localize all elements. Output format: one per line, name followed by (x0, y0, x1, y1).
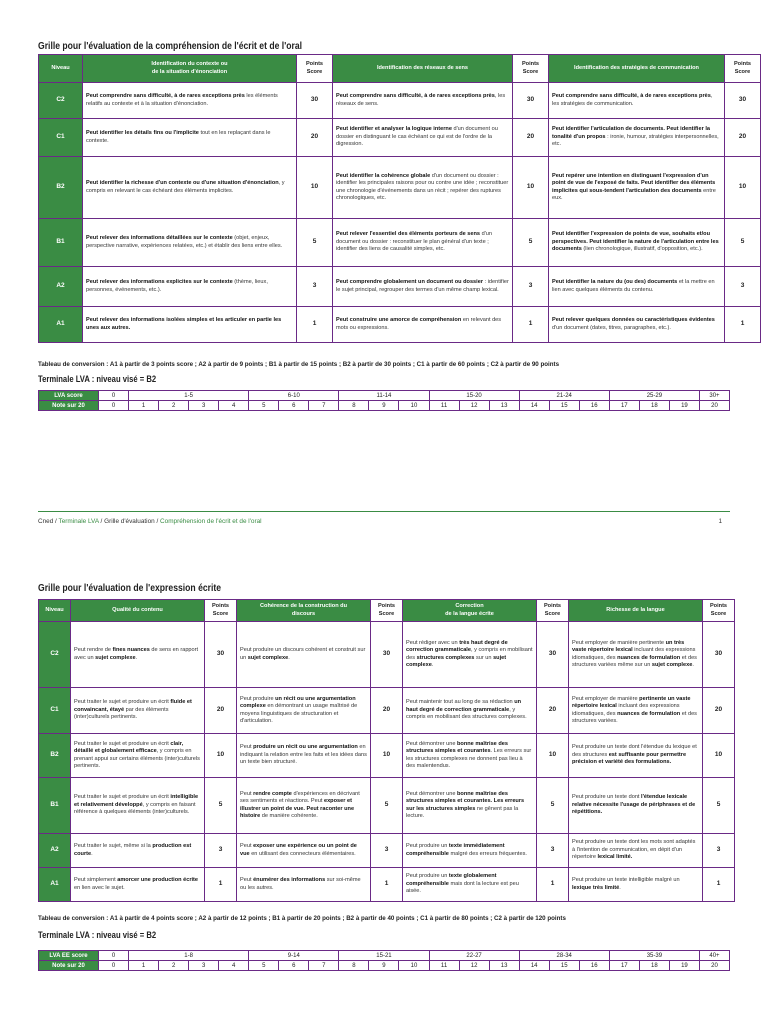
descriptor-cell: Peut démontrer une bonne maîtrise des structures simples et courantes. Les erreurs sur les structures complexes ne donnent pas lieu à des malentendus. (403, 734, 537, 778)
expression-target-level: Terminale LVA : niveau visé = B2 (38, 930, 157, 940)
note-value-cell: 18 (639, 961, 669, 971)
points-cell: 30 (513, 83, 549, 119)
points-cell: 5 (205, 778, 237, 834)
note-value-cell: 9 (369, 961, 399, 971)
footer-separator: / (53, 518, 59, 525)
descriptor-cell: Peut démontrer une bonne maîtrise des structures simples et courantes. Les erreurs sur les structures simples ne gênent pas la lecture. (403, 778, 537, 834)
score-row-label: LVA EE score (39, 951, 99, 961)
points-cell: 5 (297, 219, 333, 267)
header-points: Points Score (537, 600, 569, 622)
note-value-cell: 8 (339, 401, 369, 411)
score-range-cell: 25-29 (609, 391, 699, 401)
note-value-cell: 8 (339, 961, 369, 971)
grid-row-a1 (39, 868, 735, 902)
descriptor-cell: Peut employer de manière pertinente un très vaste répertoire lexical incluant des expressions idiomatiques, des nuances de formulation et des structures variées même sur un sujet complexe. (569, 622, 703, 688)
note-value-cell: 4 (219, 961, 249, 971)
descriptor-cell: Peut traiter le sujet, même si la production est courte. (71, 834, 205, 868)
footer-terminale-link[interactable]: Terminale LVA (58, 518, 99, 525)
descriptor-cell: Peut traiter le sujet et produire un écrit clair, détaillé et globalement efficace, y compris en prenant appui sur certains éléments (inter)culturels pertinents. (71, 734, 205, 778)
note-value-cell: 11 (429, 401, 459, 411)
points-cell: 1 (537, 868, 569, 902)
points-cell: 3 (725, 267, 761, 307)
points-cell: 20 (371, 688, 403, 734)
level-cell: A2 (39, 267, 83, 307)
points-cell: 5 (725, 219, 761, 267)
expression-grid-container (38, 599, 730, 902)
score-range-cell: 9-14 (249, 951, 339, 961)
footer-comprehension-link[interactable]: Compréhension de l'écrit et de l'oral (160, 518, 262, 525)
note-value-cell: 14 (519, 401, 549, 411)
note-value-cell: 12 (459, 961, 489, 971)
descriptor-cell: Peut repérer une intention en distinguant l'expression d'un point de vue de l'exposé de faits. Peut identifier des éléments implicites qui sous-tendent l'articulation des documents entre eux. (549, 157, 725, 219)
note-value-cell: 17 (609, 961, 639, 971)
score-range-cell: 0 (99, 951, 129, 961)
note-row (39, 961, 730, 971)
note-value-cell: 11 (429, 961, 459, 971)
points-cell: 30 (371, 622, 403, 688)
score-row-label: LVA score (39, 391, 99, 401)
comprehension-title: Grille pour l'évaluation de la compréhension de l'écrit et de l'oral (38, 40, 303, 52)
level-cell: B2 (39, 734, 71, 778)
footer-grille: Grille d'évaluation (104, 518, 155, 525)
header-points: Points Score (725, 55, 761, 83)
points-cell: 10 (725, 157, 761, 219)
grid-row-b1 (39, 778, 735, 834)
note-value-cell: 5 (249, 401, 279, 411)
descriptor-cell: Peut produire un texte intelligible malgré un lexique très limité. (569, 868, 703, 902)
descriptor-cell: Peut identifier la cohérence globale d'un document ou dossier : identifier les principales raisons pour ou contre une idée ; reconstituer une chronologie d'événements dans un récit ; repérer des ruptures chronologiques, etc. (333, 157, 513, 219)
descriptor-cell: Peut produire un texte immédiatement compréhensible malgré des erreurs fréquentes. (403, 834, 537, 868)
level-cell: A1 (39, 868, 71, 902)
descriptor-cell: Peut identifier l'expression de points de vue, souhaits et/ou perspectives. Peut identifier la nature de l'articulation entre les documents (lien chronologique, illustratif, d'opposition, etc.). (549, 219, 725, 267)
note-value-cell: 2 (159, 401, 189, 411)
note-value-cell: 18 (639, 401, 669, 411)
note-value-cell: 1 (129, 961, 159, 971)
note-value-cell: 15 (549, 961, 579, 971)
points-cell: 30 (205, 622, 237, 688)
descriptor-cell: Peut relever des informations isolées simples et les articuler en partie les unes aux autres. (83, 307, 297, 343)
points-cell: 5 (703, 778, 735, 834)
descriptor-cell: Peut identifier la richesse d'un contexte ou d'une situation d'énonciation, y compris en relevant le cas échéant des éléments implicites. (83, 157, 297, 219)
footer-cned: Cned (38, 518, 54, 525)
points-cell: 10 (371, 734, 403, 778)
footer-separator: / (154, 518, 161, 525)
descriptor-cell: Peut identifier les détails fins ou l'implicite tout en les replaçant dans le contexte. (83, 119, 297, 157)
descriptor-cell: Peut produire un récit ou une argumentation complexe en démontrant un usage maîtrisé de moyens linguistiques de structuration et d'articulation. (237, 688, 371, 734)
expression-header-row (39, 600, 735, 622)
descriptor-cell: Peut exposer une expérience ou un point de vue en utilisant des connecteurs élémentaires. (237, 834, 371, 868)
points-cell: 10 (205, 734, 237, 778)
score-range-cell: 15-21 (339, 951, 429, 961)
note-value-cell: 10 (399, 961, 429, 971)
score-range-cell: 30+ (699, 391, 729, 401)
comprehension-section (38, 40, 730, 52)
grid-row-a1 (39, 307, 761, 343)
note-value-cell: 7 (309, 961, 339, 971)
grid-row-b2 (39, 734, 735, 778)
expression-section (38, 582, 730, 594)
header-niveau: Niveau (39, 600, 71, 622)
header-points: Points Score (513, 55, 549, 83)
level-cell: B1 (39, 778, 71, 834)
grid-row-c2 (39, 83, 761, 119)
descriptor-cell: Peut relever des informations explicites sur le contexte (thème, lieux, personnes, événements, etc.). (83, 267, 297, 307)
footer-rule (38, 511, 730, 512)
points-cell: 3 (703, 834, 735, 868)
score-range-cell: 28-34 (519, 951, 609, 961)
expression-grid (38, 599, 735, 902)
note-value-cell: 15 (549, 401, 579, 411)
descriptor-cell: Peut identifier la nature du (ou des) documents et la mettre en lien avec quelques éléments du contenu. (549, 267, 725, 307)
note-value-cell: 9 (369, 401, 399, 411)
comprehension-grid (38, 54, 761, 343)
points-cell: 5 (371, 778, 403, 834)
header-qualite: Qualité du contenu (71, 600, 205, 622)
descriptor-cell: Peut relever quelques données ou caractéristiques évidentes d'un document (dates, titres, paragraphes, etc.). (549, 307, 725, 343)
score-range-cell: 1-8 (129, 951, 249, 961)
descriptor-cell: Peut traiter le sujet et produire un écrit fluide et convaincant, étayé par des éléments (inter)culturels pertinents. (71, 688, 205, 734)
note-value-cell: 5 (249, 961, 279, 971)
grid-row-b2 (39, 157, 761, 219)
descriptor-cell: Peut rédiger avec un très haut degré de correction grammaticale, y compris en mobilisant des structures complexes sur un sujet complexe. (403, 622, 537, 688)
points-cell: 10 (537, 734, 569, 778)
score-range-cell: 6-10 (249, 391, 339, 401)
header-niveau: Niveau (39, 55, 83, 83)
score-range-cell: 40+ (699, 951, 729, 961)
note-value-cell: 2 (159, 961, 189, 971)
grid-row-a2 (39, 834, 735, 868)
score-range-cell: 35-39 (609, 951, 699, 961)
points-cell: 30 (725, 83, 761, 119)
points-cell: 20 (725, 119, 761, 157)
note-value-cell: 3 (189, 961, 219, 971)
expression-score-table-container (38, 950, 730, 971)
descriptor-cell: Peut rendre de fines nuances de sens en rapport avec un sujet complexe. (71, 622, 205, 688)
note-value-cell: 7 (309, 401, 339, 411)
header-points: Points Score (703, 600, 735, 622)
note-value-cell: 10 (399, 401, 429, 411)
note-value-cell: 12 (459, 401, 489, 411)
score-range-cell: 22-27 (429, 951, 519, 961)
comprehension-grid-container (38, 54, 752, 343)
comprehension-conversion-note: Tableau de conversion : A1 à partir de 3 points score ; A2 à partir de 9 points ; B1 à partir de 15 points ; B2 à partir de 30 points ; C1 à partir de 60 points ; C2 à partir de 90 points (38, 361, 560, 368)
points-cell: 20 (537, 688, 569, 734)
points-cell: 30 (297, 83, 333, 119)
descriptor-cell: Peut produire un texte dont l'étendue du lexique et des structures est suffisante pour permettre précision et variété des formulations. (569, 734, 703, 778)
points-cell: 3 (297, 267, 333, 307)
note-value-cell: 0 (99, 961, 129, 971)
note-row-label: Note sur 20 (39, 961, 99, 971)
note-value-cell: 6 (279, 401, 309, 411)
points-cell: 1 (703, 868, 735, 902)
descriptor-cell: Peut construire une amorce de compréhension en relevant des mots ou expressions. (333, 307, 513, 343)
points-cell: 1 (205, 868, 237, 902)
level-cell: C1 (39, 688, 71, 734)
header-coherence: Cohérence de la construction du discours (237, 600, 371, 622)
points-cell: 1 (513, 307, 549, 343)
score-row (39, 951, 730, 961)
descriptor-cell: Peut comprendre sans difficulté, à de rares exceptions près, les stratégies de communication. (549, 83, 725, 119)
level-cell: B2 (39, 157, 83, 219)
comprehension-header-row (39, 55, 761, 83)
points-cell: 1 (725, 307, 761, 343)
grid-row-c1 (39, 119, 761, 157)
header-contexte: Identification du contexte ou de la situation d'énonciation (83, 55, 297, 83)
points-cell: 20 (513, 119, 549, 157)
level-cell: B1 (39, 219, 83, 267)
points-cell: 5 (513, 219, 549, 267)
note-value-cell: 3 (189, 401, 219, 411)
descriptor-cell: Peut employer de manière pertinente un vaste répertoire lexical incluant des expressions idiomatiques, des nuances de formulation et des structures variées. (569, 688, 703, 734)
note-value-cell: 13 (489, 961, 519, 971)
grid-row-c2 (39, 622, 735, 688)
points-cell: 3 (537, 834, 569, 868)
points-cell: 20 (297, 119, 333, 157)
footer-separator: / (98, 518, 105, 525)
descriptor-cell: Peut traiter le sujet et produire un écrit intelligible et relativement développé, y compris en faisant référence à quelques éléments (inter)culturels. (71, 778, 205, 834)
note-value-cell: 6 (279, 961, 309, 971)
header-richesse: Richesse de la langue (569, 600, 703, 622)
points-cell: 3 (205, 834, 237, 868)
level-cell: C2 (39, 622, 71, 688)
descriptor-cell: Peut comprendre globalement un document ou dossier : identifier le sujet principal, regrouper des termes d'un même champ lexical. (333, 267, 513, 307)
points-cell: 20 (205, 688, 237, 734)
page-number: 1 (718, 518, 722, 525)
note-value-cell: 14 (519, 961, 549, 971)
grid-row-b1 (39, 219, 761, 267)
note-value-cell: 16 (579, 401, 609, 411)
score-range-cell: 0 (99, 391, 129, 401)
note-value-cell: 16 (579, 961, 609, 971)
points-cell: 1 (297, 307, 333, 343)
comprehension-target-level: Terminale LVA : niveau visé = B2 (38, 374, 157, 384)
header-points: Points Score (371, 600, 403, 622)
header-strategies: Identification des stratégies de communication (549, 55, 725, 83)
note-value-cell: 19 (669, 401, 699, 411)
note-value-cell: 20 (699, 401, 729, 411)
descriptor-cell: Peut rendre compte d'expériences en décrivant ses sentiments et réactions. Peut exposer et illustrer un point de vue. Peut raconter une histoire de manière cohérente. (237, 778, 371, 834)
note-row (39, 401, 730, 411)
descriptor-cell: Peut identifier et analyser la logique interne d'un document ou dossier en distinguant le cas échéant ce qui est de l'ordre de la digression. (333, 119, 513, 157)
descriptor-cell: Peut relever des informations détaillées sur le contexte (objet, enjeux, perspective narrative, expériences relatées, etc.) et établir des liens entre elles. (83, 219, 297, 267)
expression-score-table (38, 950, 730, 971)
expression-conversion-note: Tableau de conversion : A1 à partir de 4 points score ; A2 à partir de 12 points ; B1 à partir de 20 points ; B2 à partir de 40 points ; C1 à partir de 80 points ; C2 à partir de 120 points (38, 915, 566, 922)
header-points: Points Score (205, 600, 237, 622)
level-cell: A2 (39, 834, 71, 868)
descriptor-cell: Peut produire un récit ou une argumentation en indiquant la relation entre les faits et les idées dans un texte bien structuré. (237, 734, 371, 778)
points-cell: 10 (703, 734, 735, 778)
descriptor-cell: Peut identifier l'articulation de documents. Peut identifier la tonalité d'un propos : ironie, humour, stratégies interpersonnelles, etc. (549, 119, 725, 157)
points-cell: 3 (371, 834, 403, 868)
points-cell: 30 (703, 622, 735, 688)
level-cell: C1 (39, 119, 83, 157)
note-row-label: Note sur 20 (39, 401, 99, 411)
score-range-cell: 11-14 (339, 391, 429, 401)
note-value-cell: 19 (669, 961, 699, 971)
note-value-cell: 4 (219, 401, 249, 411)
points-cell: 10 (513, 157, 549, 219)
comprehension-score-table (38, 390, 730, 411)
page-footer (38, 518, 730, 525)
descriptor-cell: Peut produire un texte dont les mots sont adaptés à l'intention de communication, en dépit d'un répertoire lexical limité. (569, 834, 703, 868)
points-cell: 1 (371, 868, 403, 902)
score-range-cell: 1-5 (129, 391, 249, 401)
descriptor-cell: Peut relever l'essentiel des éléments porteurs de sens d'un document ou dossier : reconstituer le plan général d'un texte ; identifier des liens de causalité simples, etc. (333, 219, 513, 267)
descriptor-cell: Peut produire un texte dont l'étendue lexicale relative nécessite l'usage de périphrases et de répétitions. (569, 778, 703, 834)
points-cell: 10 (297, 157, 333, 219)
descriptor-cell: Peut produire un discours cohérent et construit sur un sujet complexe. (237, 622, 371, 688)
header-reseaux: Identification des réseaux de sens (333, 55, 513, 83)
descriptor-cell: Peut comprendre sans difficulté, à de rares exceptions près, les réseaux de sens. (333, 83, 513, 119)
note-value-cell: 17 (609, 401, 639, 411)
note-value-cell: 0 (99, 401, 129, 411)
note-value-cell: 20 (699, 961, 729, 971)
level-cell: A1 (39, 307, 83, 343)
score-range-cell: 15-20 (429, 391, 519, 401)
level-cell: C2 (39, 83, 83, 119)
note-value-cell: 13 (489, 401, 519, 411)
points-cell: 20 (703, 688, 735, 734)
note-value-cell: 1 (129, 401, 159, 411)
points-cell: 5 (537, 778, 569, 834)
grid-row-a2 (39, 267, 761, 307)
header-correction: Correction de la langue écrite (403, 600, 537, 622)
descriptor-cell: Peut produire un texte globalement compréhensible mais dont la lecture est peu aisée. (403, 868, 537, 902)
score-row (39, 391, 730, 401)
grid-row-c1 (39, 688, 735, 734)
descriptor-cell: Peut énumérer des informations sur soi-même ou les autres. (237, 868, 371, 902)
expression-title: Grille pour l'évaluation de l'expression écrite (38, 582, 222, 594)
score-range-cell: 21-24 (519, 391, 609, 401)
comprehension-score-table-container (38, 390, 730, 411)
header-points: Points Score (297, 55, 333, 83)
descriptor-cell: Peut simplement amorcer une production écrite en lien avec le sujet. (71, 868, 205, 902)
descriptor-cell: Peut maintenir tout au long de sa rédaction un haut degré de correction grammaticale, y compris en mobilisant des structures complexes. (403, 688, 537, 734)
points-cell: 30 (537, 622, 569, 688)
descriptor-cell: Peut comprendre sans difficulté, à de rares exceptions près les éléments relatifs au contexte et à la situation d'énonciation. (83, 83, 297, 119)
points-cell: 3 (513, 267, 549, 307)
